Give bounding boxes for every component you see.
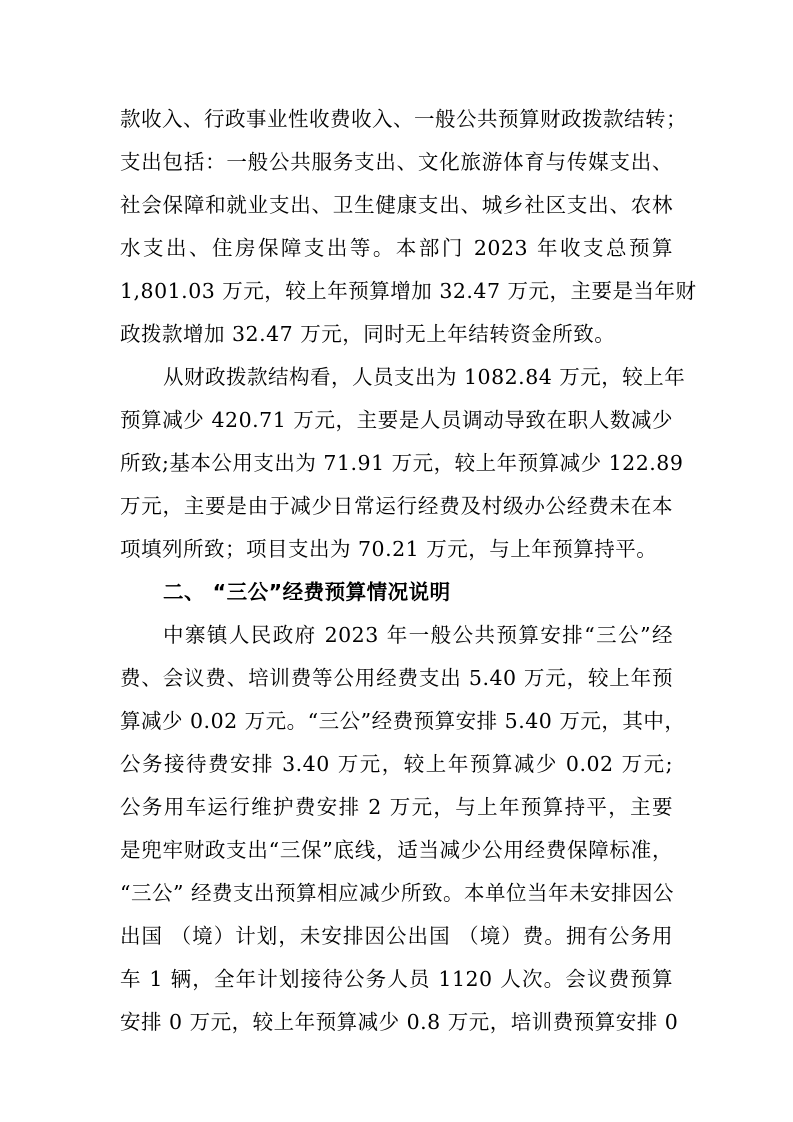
paragraph-1-line-4: 水支出、住房保障支出等。本部门 2023 年收支总预算 — [120, 236, 673, 260]
section-paragraph-line-1: 中寨镇人民政府 2023 年一般公共预算安排“三公”经 — [163, 623, 673, 647]
paragraph-1-line-2: 支出包括：一般公共服务支出、文化旅游体育与传媒支出、 — [120, 150, 673, 174]
paragraph-2-line-1: 从财政拨款结构看，人员支出为 1082.84 万元，较上年 — [163, 365, 686, 389]
paragraph-2-line-5: 项填列所致；项目支出为 70.21 万元，与上年预算持平。 — [120, 537, 658, 561]
section-paragraph-line-3: 算减少 0.02 万元。“三公”经费预算安排 5.40 万元，其中， — [120, 709, 686, 733]
section-paragraph-line-5: 公务用车运行维护费安排 2 万元，与上年预算持平，主要 — [120, 795, 673, 819]
paragraph-2-line-4: 万元，主要是由于减少日常运行经费及村级办公经费未在本 — [120, 494, 673, 518]
section-paragraph-line-4: 公务接待费安排 3.40 万元，较上年预算减少 0.02 万元; — [120, 752, 673, 776]
paragraph-1-line-6: 政拨款增加 32.47 万元，同时无上年结转资金所致。 — [120, 322, 616, 346]
paragraph-1-line-1: 款收入、行政事业性收费收入、一般公共预算财政拨款结转； — [120, 107, 687, 131]
section-paragraph-line-6: 是兜牢财政支出“三保”底线，适当减少公用经费保障标准， — [120, 838, 673, 862]
section-paragraph-line-8: 出国 （境）计划，未安排因公出国 （境）费。拥有公务用 — [120, 924, 673, 948]
paragraph-2-line-2: 预算减少 420.71 万元，主要是人员调动导致在职人数减少 — [120, 408, 673, 432]
paragraph-2-line-3: 所致;基本公用支出为 71.91 万元，较上年预算减少 122.89 — [120, 451, 684, 475]
paragraph-1-line-3: 社会保障和就业支出、卫生健康支出、城乡社区支出、农林 — [120, 193, 673, 217]
section-paragraph-line-9: 车 1 辆，全年计划接待公务人员 1120 人次。会议费预算 — [120, 967, 673, 991]
section-heading: 二、 “三公”经费预算情况说明 — [163, 580, 451, 604]
paragraph-1-line-5: 1,801.03 万元，较上年预算增加 32.47 万元，主要是当年财 — [120, 279, 697, 303]
section-paragraph-line-7: “三公” 经费支出预算相应减少所致。本单位当年未安排因公 — [120, 881, 674, 905]
section-paragraph-line-10: 安排 0 万元，较上年预算减少 0.8 万元，培训费预算安排 0 — [120, 1010, 679, 1034]
section-paragraph-line-2: 费、会议费、培训费等公用经费支出 5.40 万元，较上年预 — [120, 666, 673, 690]
